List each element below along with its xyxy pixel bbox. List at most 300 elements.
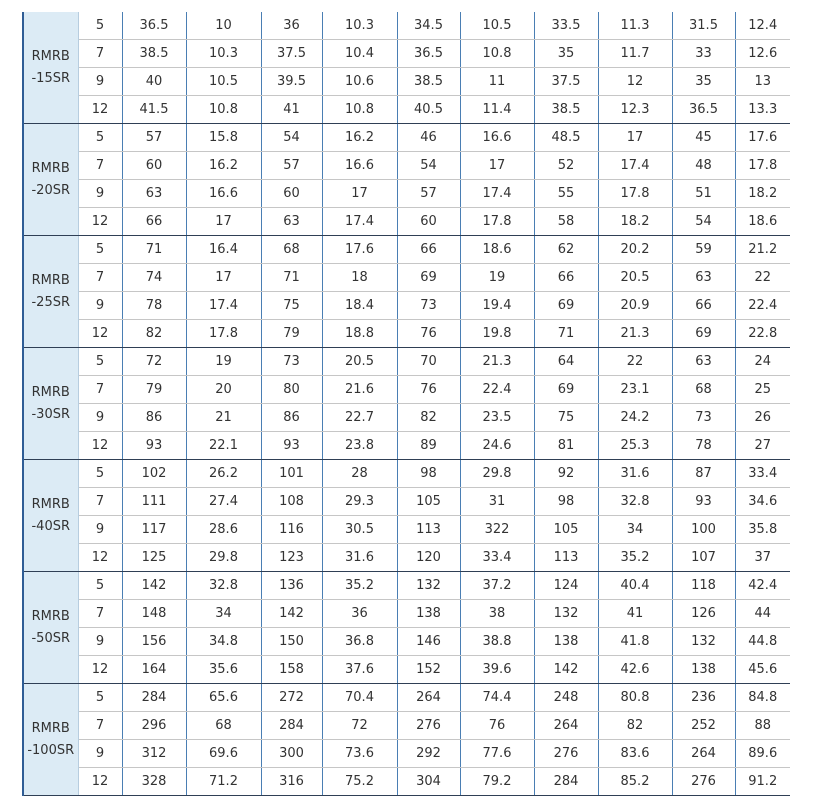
value-cell: 76 xyxy=(460,712,534,740)
value-cell: 13 xyxy=(735,68,790,96)
value-cell: 264 xyxy=(534,712,598,740)
value-cell: 31 xyxy=(460,488,534,516)
value-cell: 45 xyxy=(672,124,735,152)
value-cell: 82 xyxy=(122,320,186,348)
value-cell: 34.5 xyxy=(397,12,460,40)
count-cell: 12 xyxy=(78,208,122,236)
table-row xyxy=(23,292,790,320)
value-cell: 82 xyxy=(598,712,672,740)
value-cell: 44.8 xyxy=(735,628,790,656)
value-cell: 276 xyxy=(672,768,735,796)
value-cell: 27 xyxy=(735,432,790,460)
value-cell: 63 xyxy=(672,264,735,292)
value-cell: 31.6 xyxy=(322,544,397,572)
table-row xyxy=(23,740,790,768)
value-cell: 22.4 xyxy=(735,292,790,320)
value-cell: 272 xyxy=(261,684,322,712)
value-cell: 69.6 xyxy=(186,740,261,768)
value-cell: 17.4 xyxy=(322,208,397,236)
value-cell: 41 xyxy=(261,96,322,124)
value-cell: 69 xyxy=(534,376,598,404)
value-cell: 35.2 xyxy=(322,572,397,600)
value-cell: 71 xyxy=(534,320,598,348)
table-row xyxy=(23,600,790,628)
value-cell: 32.8 xyxy=(598,488,672,516)
value-cell: 264 xyxy=(672,740,735,768)
model-name-cell xyxy=(23,572,78,684)
count-cell: 9 xyxy=(78,404,122,432)
value-cell: 10.3 xyxy=(322,12,397,40)
table-row xyxy=(23,432,790,460)
value-cell: 72 xyxy=(322,712,397,740)
value-cell: 142 xyxy=(122,572,186,600)
value-cell: 15.8 xyxy=(186,124,261,152)
value-cell: 93 xyxy=(122,432,186,460)
value-cell: 111 xyxy=(122,488,186,516)
value-cell: 36.5 xyxy=(397,40,460,68)
value-cell: 33 xyxy=(672,40,735,68)
table-row xyxy=(23,68,790,96)
value-cell: 34.6 xyxy=(735,488,790,516)
value-cell: 76 xyxy=(397,320,460,348)
value-cell: 63 xyxy=(261,208,322,236)
value-cell: 276 xyxy=(534,740,598,768)
model-name-line1: RMRB xyxy=(31,160,70,176)
value-cell: 284 xyxy=(261,712,322,740)
value-cell: 78 xyxy=(672,432,735,460)
value-cell: 105 xyxy=(397,488,460,516)
value-cell: 36 xyxy=(261,12,322,40)
value-cell: 70.4 xyxy=(322,684,397,712)
table-row xyxy=(23,180,790,208)
value-cell: 69 xyxy=(672,320,735,348)
count-cell: 9 xyxy=(78,628,122,656)
value-cell: 32.8 xyxy=(186,572,261,600)
value-cell: 19 xyxy=(186,348,261,376)
table-row xyxy=(23,320,790,348)
value-cell: 236 xyxy=(672,684,735,712)
value-cell: 108 xyxy=(261,488,322,516)
value-cell: 78 xyxy=(122,292,186,320)
value-cell: 146 xyxy=(397,628,460,656)
count-cell: 7 xyxy=(78,152,122,180)
table-row xyxy=(23,348,790,376)
count-cell: 5 xyxy=(78,124,122,152)
value-cell: 17.6 xyxy=(322,236,397,264)
value-cell: 31.5 xyxy=(672,12,735,40)
value-cell: 42.6 xyxy=(598,656,672,684)
value-cell: 37.6 xyxy=(322,656,397,684)
model-name-line2: -50SR xyxy=(31,630,71,646)
value-cell: 37.5 xyxy=(261,40,322,68)
value-cell: 132 xyxy=(397,572,460,600)
value-cell: 80.8 xyxy=(598,684,672,712)
value-cell: 22.4 xyxy=(460,376,534,404)
count-cell: 12 xyxy=(78,768,122,796)
value-cell: 150 xyxy=(261,628,322,656)
value-cell: 12.3 xyxy=(598,96,672,124)
value-cell: 132 xyxy=(672,628,735,656)
value-cell: 126 xyxy=(672,600,735,628)
value-cell: 38.8 xyxy=(460,628,534,656)
value-cell: 18.4 xyxy=(322,292,397,320)
table-row xyxy=(23,96,790,124)
value-cell: 71.2 xyxy=(186,768,261,796)
value-cell: 34 xyxy=(598,516,672,544)
value-cell: 48.5 xyxy=(534,124,598,152)
count-cell: 7 xyxy=(78,376,122,404)
value-cell: 10.8 xyxy=(460,40,534,68)
value-cell: 10.6 xyxy=(322,68,397,96)
value-cell: 312 xyxy=(122,740,186,768)
value-cell: 124 xyxy=(534,572,598,600)
value-cell: 142 xyxy=(261,600,322,628)
table-row xyxy=(23,152,790,180)
table-row xyxy=(23,264,790,292)
count-cell: 7 xyxy=(78,264,122,292)
table-row xyxy=(23,544,790,572)
value-cell: 44 xyxy=(735,600,790,628)
value-cell: 138 xyxy=(397,600,460,628)
value-cell: 17.8 xyxy=(186,320,261,348)
value-cell: 21.6 xyxy=(322,376,397,404)
value-cell: 89.6 xyxy=(735,740,790,768)
value-cell: 79 xyxy=(261,320,322,348)
value-cell: 45.6 xyxy=(735,656,790,684)
table-row xyxy=(23,236,790,264)
value-cell: 158 xyxy=(261,656,322,684)
value-cell: 21.2 xyxy=(735,236,790,264)
value-cell: 66 xyxy=(534,264,598,292)
value-cell: 27.4 xyxy=(186,488,261,516)
value-cell: 36.8 xyxy=(322,628,397,656)
count-cell: 12 xyxy=(78,544,122,572)
value-cell: 93 xyxy=(261,432,322,460)
value-cell: 16.4 xyxy=(186,236,261,264)
value-cell: 79.2 xyxy=(460,768,534,796)
value-cell: 35.2 xyxy=(598,544,672,572)
value-cell: 39.6 xyxy=(460,656,534,684)
value-cell: 28.6 xyxy=(186,516,261,544)
table-row xyxy=(23,572,790,600)
value-cell: 63 xyxy=(672,348,735,376)
value-cell: 17.8 xyxy=(598,180,672,208)
value-cell: 34.8 xyxy=(186,628,261,656)
count-cell: 9 xyxy=(78,180,122,208)
value-cell: 19 xyxy=(460,264,534,292)
model-name-line1: RMRB xyxy=(31,608,70,624)
model-name-line2: -25SR xyxy=(31,294,71,310)
table-row xyxy=(23,404,790,432)
value-cell: 77.6 xyxy=(460,740,534,768)
value-cell: 116 xyxy=(261,516,322,544)
model-name-line2: -100SR xyxy=(27,742,75,758)
value-cell: 73.6 xyxy=(322,740,397,768)
value-cell: 100 xyxy=(672,516,735,544)
value-cell: 156 xyxy=(122,628,186,656)
value-cell: 72 xyxy=(122,348,186,376)
value-cell: 20.5 xyxy=(322,348,397,376)
value-cell: 22.1 xyxy=(186,432,261,460)
table-row xyxy=(23,376,790,404)
value-cell: 10.5 xyxy=(460,12,534,40)
value-cell: 20.9 xyxy=(598,292,672,320)
value-cell: 74 xyxy=(122,264,186,292)
value-cell: 41 xyxy=(598,600,672,628)
value-cell: 73 xyxy=(672,404,735,432)
value-cell: 38 xyxy=(460,600,534,628)
value-cell: 22.8 xyxy=(735,320,790,348)
value-cell: 25 xyxy=(735,376,790,404)
value-cell: 23.1 xyxy=(598,376,672,404)
model-name-line2: -20SR xyxy=(31,182,71,198)
value-cell: 21.3 xyxy=(460,348,534,376)
value-cell: 11.7 xyxy=(598,40,672,68)
value-cell: 252 xyxy=(672,712,735,740)
table-row xyxy=(23,460,790,488)
table-row xyxy=(23,12,790,40)
value-cell: 29.8 xyxy=(460,460,534,488)
value-cell: 75 xyxy=(261,292,322,320)
value-cell: 54 xyxy=(672,208,735,236)
value-cell: 10.8 xyxy=(186,96,261,124)
value-cell: 69 xyxy=(534,292,598,320)
value-cell: 21 xyxy=(186,404,261,432)
value-cell: 105 xyxy=(534,516,598,544)
value-cell: 66 xyxy=(672,292,735,320)
value-cell: 17.8 xyxy=(460,208,534,236)
value-cell: 60 xyxy=(397,208,460,236)
value-cell: 93 xyxy=(672,488,735,516)
value-cell: 34 xyxy=(186,600,261,628)
value-cell: 138 xyxy=(672,656,735,684)
model-name-line1: RMRB xyxy=(31,496,70,512)
value-cell: 304 xyxy=(397,768,460,796)
table-row xyxy=(23,768,790,796)
value-cell: 148 xyxy=(122,600,186,628)
value-cell: 64 xyxy=(534,348,598,376)
table-row xyxy=(23,656,790,684)
value-cell: 284 xyxy=(122,684,186,712)
value-cell: 24.6 xyxy=(460,432,534,460)
value-cell: 17 xyxy=(322,180,397,208)
count-cell: 7 xyxy=(78,600,122,628)
value-cell: 300 xyxy=(261,740,322,768)
table-row xyxy=(23,40,790,68)
value-cell: 35.6 xyxy=(186,656,261,684)
value-cell: 17.8 xyxy=(735,152,790,180)
value-cell: 82 xyxy=(397,404,460,432)
value-cell: 73 xyxy=(397,292,460,320)
value-cell: 66 xyxy=(397,236,460,264)
value-cell: 73 xyxy=(261,348,322,376)
count-cell: 12 xyxy=(78,320,122,348)
value-cell: 57 xyxy=(397,180,460,208)
value-cell: 117 xyxy=(122,516,186,544)
value-cell: 79 xyxy=(122,376,186,404)
value-cell: 16.6 xyxy=(186,180,261,208)
value-cell: 69 xyxy=(397,264,460,292)
value-cell: 107 xyxy=(672,544,735,572)
value-cell: 102 xyxy=(122,460,186,488)
value-cell: 31.6 xyxy=(598,460,672,488)
count-cell: 12 xyxy=(78,96,122,124)
count-cell: 9 xyxy=(78,292,122,320)
count-cell: 12 xyxy=(78,656,122,684)
value-cell: 264 xyxy=(397,684,460,712)
value-cell: 316 xyxy=(261,768,322,796)
value-cell: 57 xyxy=(122,124,186,152)
value-cell: 98 xyxy=(397,460,460,488)
value-cell: 71 xyxy=(122,236,186,264)
value-cell: 54 xyxy=(261,124,322,152)
value-cell: 48 xyxy=(672,152,735,180)
value-cell: 71 xyxy=(261,264,322,292)
value-cell: 26 xyxy=(735,404,790,432)
count-cell: 7 xyxy=(78,712,122,740)
value-cell: 12.6 xyxy=(735,40,790,68)
value-cell: 35 xyxy=(672,68,735,96)
value-cell: 17 xyxy=(460,152,534,180)
value-cell: 35 xyxy=(534,40,598,68)
value-cell: 120 xyxy=(397,544,460,572)
value-cell: 62 xyxy=(534,236,598,264)
value-cell: 40.4 xyxy=(598,572,672,600)
count-cell: 5 xyxy=(78,572,122,600)
value-cell: 328 xyxy=(122,768,186,796)
value-cell: 13.3 xyxy=(735,96,790,124)
value-cell: 19.4 xyxy=(460,292,534,320)
value-cell: 84.8 xyxy=(735,684,790,712)
value-cell: 68 xyxy=(186,712,261,740)
value-cell: 37 xyxy=(735,544,790,572)
count-cell: 9 xyxy=(78,740,122,768)
model-name-cell xyxy=(23,684,78,796)
value-cell: 10.3 xyxy=(186,40,261,68)
value-cell: 12 xyxy=(598,68,672,96)
value-cell: 60 xyxy=(261,180,322,208)
value-cell: 36.5 xyxy=(672,96,735,124)
value-cell: 11 xyxy=(460,68,534,96)
value-cell: 88 xyxy=(735,712,790,740)
value-cell: 296 xyxy=(122,712,186,740)
value-cell: 89 xyxy=(397,432,460,460)
value-cell: 80 xyxy=(261,376,322,404)
value-cell: 118 xyxy=(672,572,735,600)
value-cell: 12.4 xyxy=(735,12,790,40)
value-cell: 60 xyxy=(122,152,186,180)
value-cell: 29.3 xyxy=(322,488,397,516)
value-cell: 138 xyxy=(534,628,598,656)
value-cell: 54 xyxy=(397,152,460,180)
value-cell: 16.6 xyxy=(322,152,397,180)
value-cell: 101 xyxy=(261,460,322,488)
count-cell: 9 xyxy=(78,516,122,544)
value-cell: 75 xyxy=(534,404,598,432)
count-cell: 12 xyxy=(78,432,122,460)
specification-table xyxy=(22,12,790,796)
table-row xyxy=(23,628,790,656)
value-cell: 152 xyxy=(397,656,460,684)
value-cell: 17.4 xyxy=(186,292,261,320)
value-cell: 10.4 xyxy=(322,40,397,68)
value-cell: 55 xyxy=(534,180,598,208)
value-cell: 41.5 xyxy=(122,96,186,124)
value-cell: 23.8 xyxy=(322,432,397,460)
value-cell: 123 xyxy=(261,544,322,572)
value-cell: 17 xyxy=(186,208,261,236)
value-cell: 39.5 xyxy=(261,68,322,96)
value-cell: 92 xyxy=(534,460,598,488)
table-row xyxy=(23,516,790,544)
value-cell: 22 xyxy=(735,264,790,292)
value-cell: 68 xyxy=(672,376,735,404)
model-name-cell xyxy=(23,12,78,124)
value-cell: 59 xyxy=(672,236,735,264)
count-cell: 5 xyxy=(78,348,122,376)
value-cell: 66 xyxy=(122,208,186,236)
model-name-cell xyxy=(23,124,78,236)
value-cell: 98 xyxy=(534,488,598,516)
count-cell: 5 xyxy=(78,460,122,488)
value-cell: 26.2 xyxy=(186,460,261,488)
value-cell: 33.4 xyxy=(735,460,790,488)
value-cell: 38.5 xyxy=(122,40,186,68)
value-cell: 76 xyxy=(397,376,460,404)
value-cell: 63 xyxy=(122,180,186,208)
value-cell: 18 xyxy=(322,264,397,292)
value-cell: 284 xyxy=(534,768,598,796)
value-cell: 18.6 xyxy=(735,208,790,236)
model-name-line1: RMRB xyxy=(31,48,70,64)
value-cell: 38.5 xyxy=(534,96,598,124)
value-cell: 113 xyxy=(534,544,598,572)
value-cell: 292 xyxy=(397,740,460,768)
model-name-line2: -30SR xyxy=(31,406,71,422)
value-cell: 33.5 xyxy=(534,12,598,40)
value-cell: 36.5 xyxy=(122,12,186,40)
value-cell: 68 xyxy=(261,236,322,264)
value-cell: 276 xyxy=(397,712,460,740)
value-cell: 81 xyxy=(534,432,598,460)
value-cell: 58 xyxy=(534,208,598,236)
value-cell: 10.5 xyxy=(186,68,261,96)
model-name-cell xyxy=(23,236,78,348)
value-cell: 17 xyxy=(598,124,672,152)
count-cell: 7 xyxy=(78,40,122,68)
value-cell: 91.2 xyxy=(735,768,790,796)
value-cell: 16.6 xyxy=(460,124,534,152)
value-cell: 75.2 xyxy=(322,768,397,796)
value-cell: 17.4 xyxy=(598,152,672,180)
value-cell: 20.2 xyxy=(598,236,672,264)
value-cell: 132 xyxy=(534,600,598,628)
value-cell: 16.2 xyxy=(322,124,397,152)
value-cell: 33.4 xyxy=(460,544,534,572)
value-cell: 20 xyxy=(186,376,261,404)
value-cell: 125 xyxy=(122,544,186,572)
value-cell: 142 xyxy=(534,656,598,684)
value-cell: 164 xyxy=(122,656,186,684)
model-name-line1: RMRB xyxy=(31,272,70,288)
value-cell: 40.5 xyxy=(397,96,460,124)
value-cell: 113 xyxy=(397,516,460,544)
value-cell: 19.8 xyxy=(460,320,534,348)
value-cell: 46 xyxy=(397,124,460,152)
count-cell: 7 xyxy=(78,488,122,516)
model-name-cell xyxy=(23,460,78,572)
value-cell: 322 xyxy=(460,516,534,544)
